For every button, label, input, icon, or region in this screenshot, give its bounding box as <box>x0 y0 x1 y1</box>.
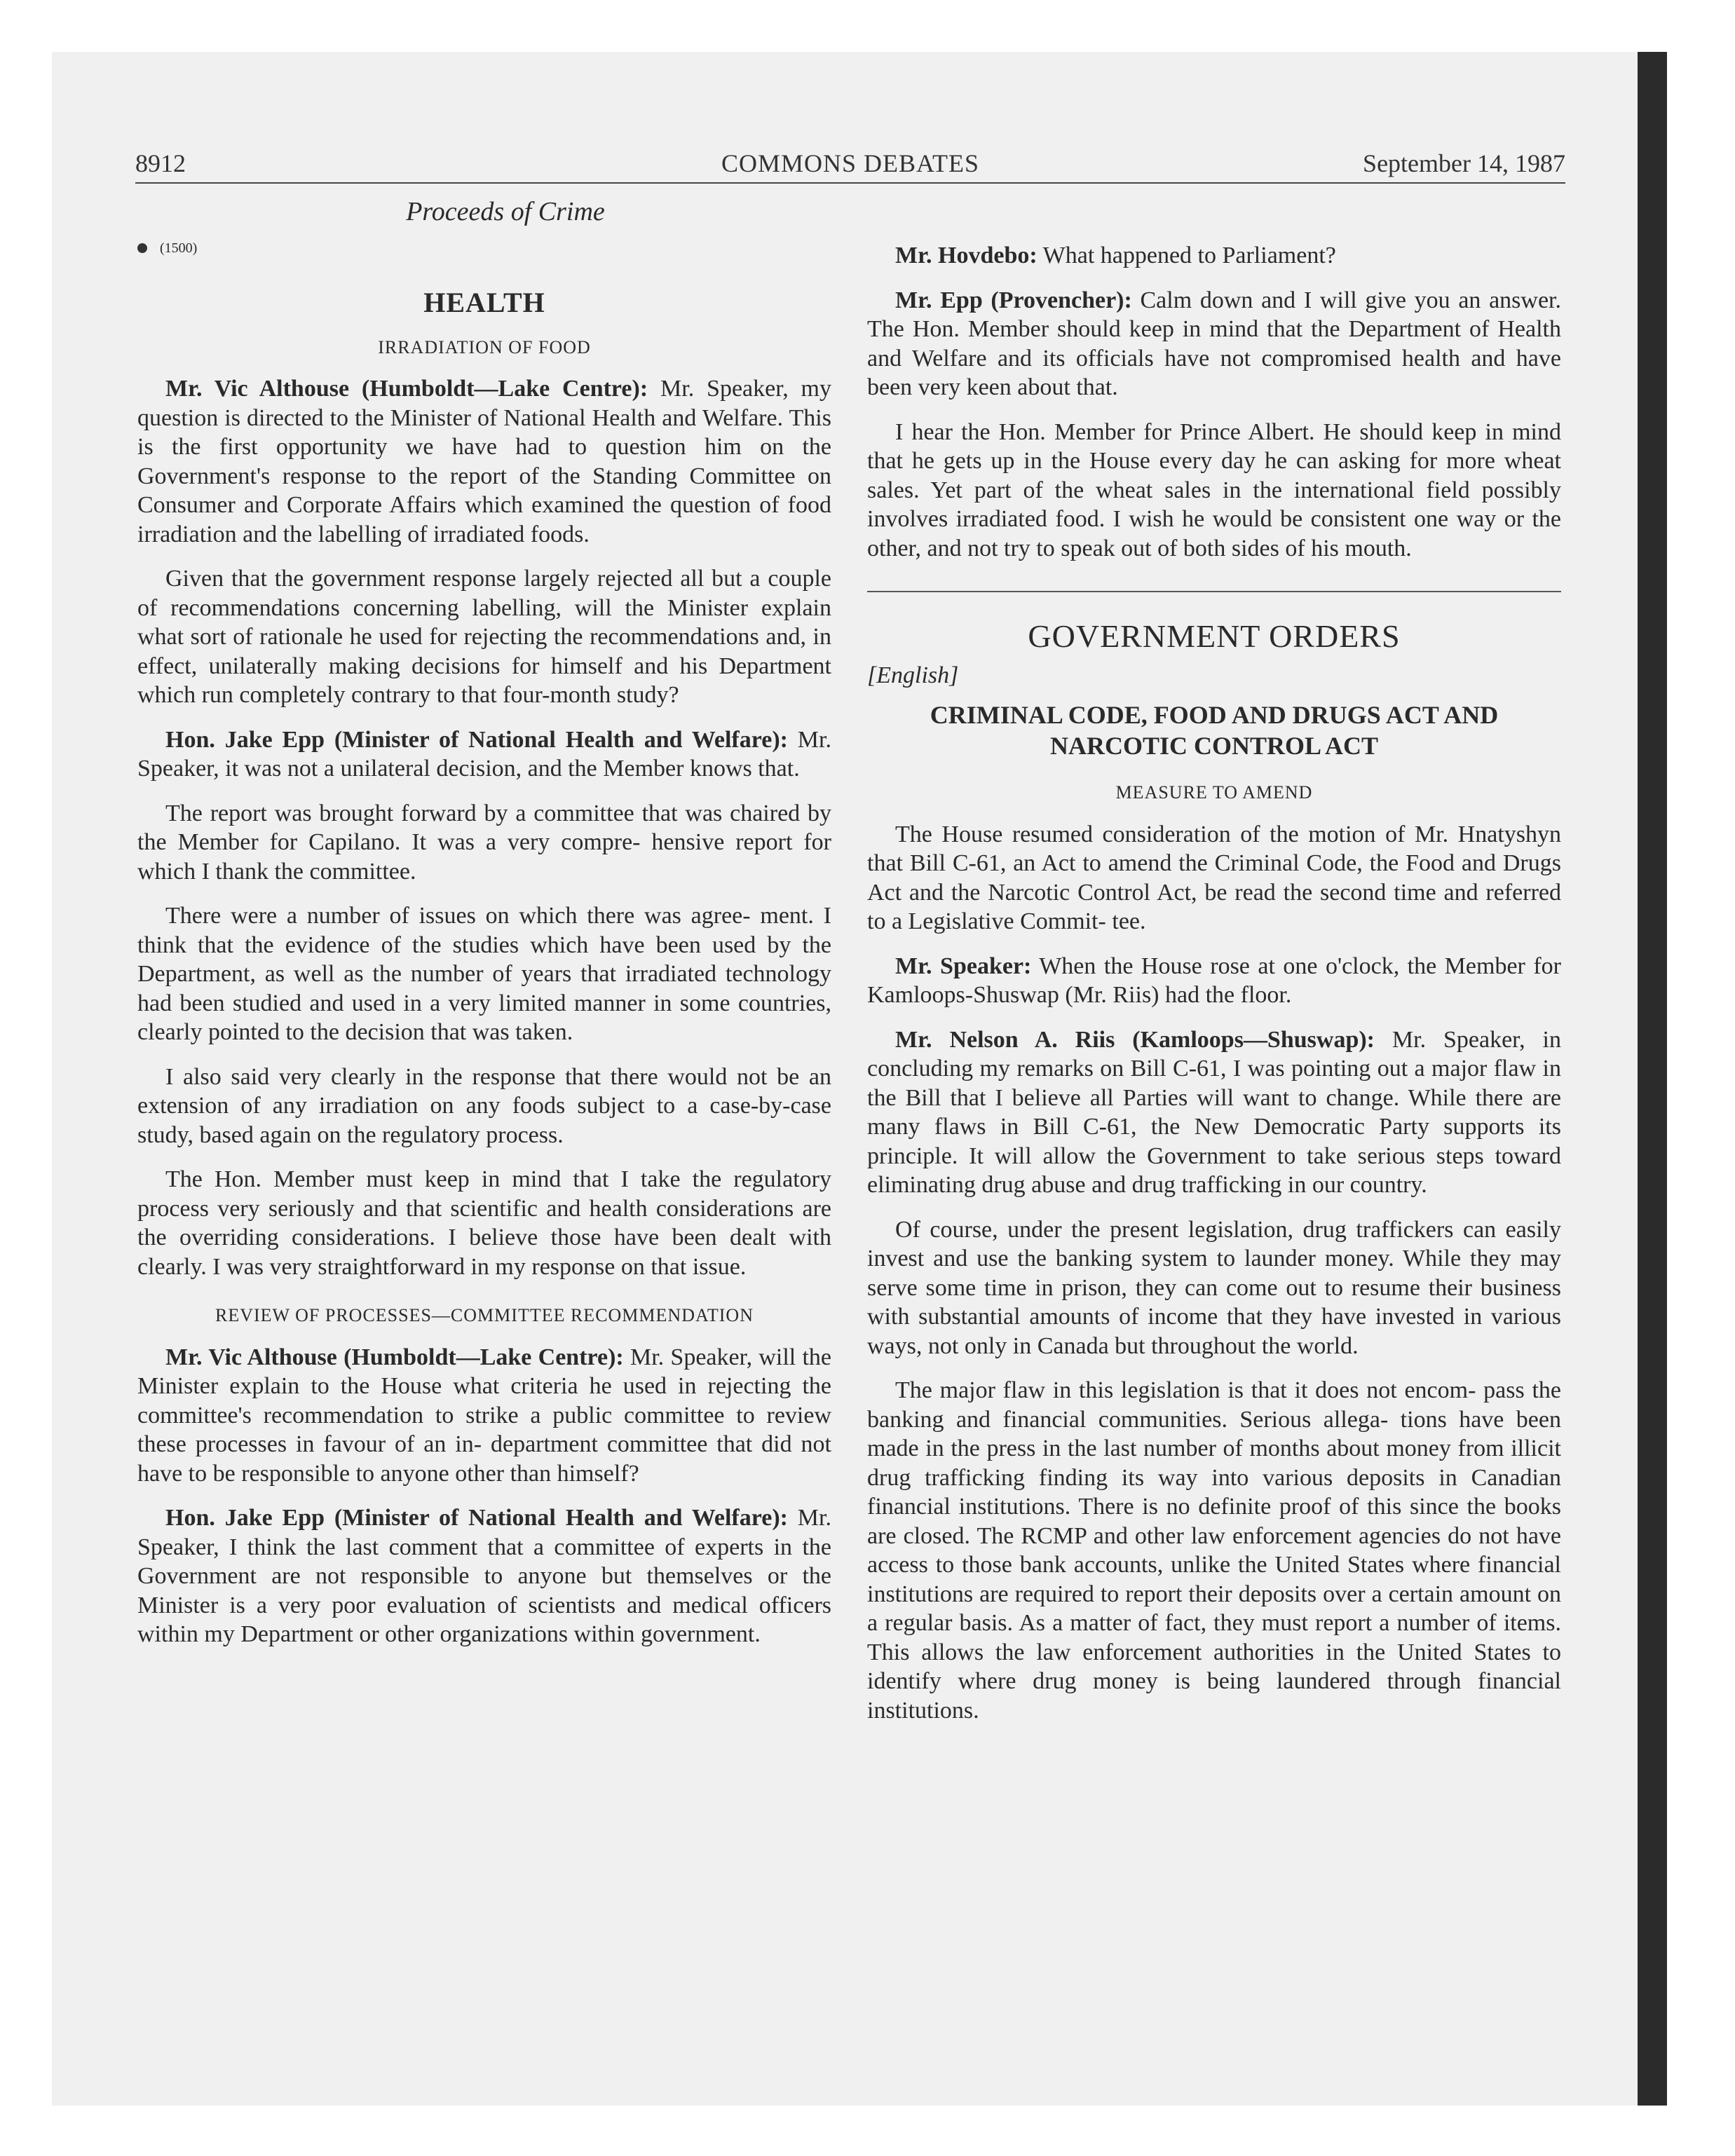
paragraph-text: Mr. Speaker, I think the last comment that a committee of experts in the Government are not responsible to anyone but themselves or the Minister is a very poor evaluation of scientists and medical officers within my Department or other organizations within government. <box>137 1505 831 1647</box>
speaker-name: Mr. Hovdebo: <box>895 243 1037 268</box>
scan-edge-bar <box>1638 52 1667 2106</box>
paragraph: The report was brought forward by a committee that was chaired by the Member for Capilano. It was a very compre- hensive report for which I thank the committee. <box>137 800 831 885</box>
speaker-name: Hon. Jake Epp (Minister of National Health and Welfare): <box>165 726 788 753</box>
paragraph: The major flaw in this legislation is that it does not encom- pass the banking and financial communities. Serious allega- tions have been made in the press in the last number of months about money from illicit drug trafficking finding its way into various deposits in Canadian financial institutions. There is no definite proof of this since the books are closed. The RCMP and other law enforcement agencies do not have access to those bank accounts, unlike the United States where financial institutions are required to report their deposits over a certain amount on a regular basis. As a matter of fact, they must report a number of items. This allows the law enforcement authorities in the United States to identify where drug money is being laundered through financial institutions. <box>867 1377 1561 1724</box>
paragraph-text: Mr. Speaker, it was not a unilateral decision, and the Member knows that. <box>137 726 831 782</box>
paragraph-text: Calm down and I will give you an answer. The Hon. Member should keep in mind that the Department of Health and Welfare and its officials have not compromised health and have been very keen about that. <box>867 287 1561 400</box>
paragraph <box>137 725 831 784</box>
speaker-name: Mr. Speaker: <box>895 953 1032 979</box>
speaker-name: Hon. Jake Epp (Minister of National Health and Welfare): <box>165 1505 788 1531</box>
paragraph: I hear the Hon. Member for Prince Albert. He should keep in mind that he gets up in the House every day he can asking for more wheat sales. Yet part of the wheat sales in the international field possibly involves irradiated food. I wish he would be consistent one way or the other, and not try to speak out of both sides of his mouth. <box>867 418 1561 561</box>
paragraph: The House resumed consideration of the motion of Mr. Hnatyshyn that Bill C-61, an Act to amend the Criminal Code, the Food and Drugs Act and the Narcotic Control Act, be read the second time and referred to a Legislative Commit- tee. <box>867 821 1561 934</box>
page-number: 8912 <box>135 149 186 177</box>
paragraph-text: What happened to Parliament? <box>1037 243 1336 268</box>
language-tag: [English] <box>867 662 959 688</box>
paragraph-text: Mr. Speaker, in concluding my remarks on Bill C-61, I was pointing out a major flaw in the Bill that I believe all Parties will want to change. While there are many flaws in Bill C-61, the New Democratic Party supports its principle. It will allow the Government to take serious steps toward eliminating drug abuse and drug trafficking in our country. <box>867 1026 1561 1198</box>
bill-title: CRIMINAL CODE, FOOD AND DRUGS ACT AND NARCOTIC CONTROL ACT <box>930 701 1499 760</box>
paragraph <box>137 1343 831 1489</box>
paragraph: Of course, under the present legislation, drug traffickers can easily invest and use the banking system to launder money. While they may serve some time in prison, they can come out to resume their business with substantial amounts of income that they have invested in various ways, not only in Canada but throughout the world. <box>867 1216 1561 1359</box>
speaker-name: Mr. Nelson A. Riis (Kamloops—Shuswap): <box>895 1026 1375 1053</box>
running-head: Proceeds of Crime <box>406 197 605 226</box>
section-divider <box>867 591 1561 592</box>
paragraph: The Hon. Member must keep in mind that I take the regulatory process very seriously and that scientific and health considerations are the overriding considerations. I believe those have been dealt with clearly. I was very straightforward in my response on that issue. <box>137 1166 831 1280</box>
paragraph <box>867 286 1561 402</box>
section-heading-health: HEALTH <box>423 287 545 318</box>
paragraph-text: Mr. Speaker, my question is directed to the Minister of National Health and Welfare. This is the first opportunity we have had to question him on the Government's response to the report of the Standing Committee on Consumer and Corporate Affairs which examined the question of food irradiation and the labelling of irradiated foods. <box>137 376 831 547</box>
bill-subtitle: MEASURE TO AMEND <box>1115 782 1313 803</box>
paragraph <box>867 1025 1561 1200</box>
section-heading-government-orders: GOVERNMENT ORDERS <box>1028 618 1401 654</box>
page-header <box>135 149 1565 184</box>
paragraph <box>137 374 831 549</box>
paragraph: Given that the government response largely rejected all but a couple of recommendations concerning labelling, will the Minister explain what sort of rationale he used for rejecting the recommendations and, in effect, unilaterally making decisions for himself and his Department which run completely contrary to that four-month study? <box>137 566 831 708</box>
bullet-icon <box>137 243 147 253</box>
paragraph: I also said very clearly in the response that there would not be an extension of any irradiation on any foods subject to a case-by-case study, based again on the regulatory process. <box>137 1063 831 1148</box>
subheading-irradiation: IRRADIATION OF FOOD <box>378 336 591 357</box>
paragraph: There were a number of issues on which there was agree- ment. I think that the evidence of the studies which have been used by the Department, as well as the number of years that irradiated technology had been studied and used in a very limited manner in some countries, clearly pointed to the decision that was taken. <box>137 903 831 1045</box>
paragraph-text: Mr. Speaker, will the Minister explain to the House what criteria he used in rejecting the committee's recommendation to strike a public committee to review these processes in favour of an in- department committee that did not have to be responsible to anyone other than himself? <box>137 1344 831 1487</box>
timestamp <box>137 234 831 264</box>
speaker-name: Mr. Vic Althouse (Humboldt—Lake Centre): <box>165 376 648 402</box>
timestamp-text: (1500) <box>160 240 198 256</box>
subheading-review: REVIEW OF PROCESSES—COMMITTEE RECOMMENDATION <box>215 1305 754 1325</box>
left-column <box>137 198 831 1665</box>
right-column <box>867 241 1561 1740</box>
paragraph <box>137 1503 831 1649</box>
publication-title: COMMONS DEBATES <box>721 149 980 177</box>
header-rule <box>135 182 1565 184</box>
paragraph <box>867 241 1561 271</box>
page-date: September 14, 1987 <box>1363 149 1565 177</box>
speaker-name: Mr. Epp (Provencher): <box>895 287 1132 313</box>
speaker-name: Mr. Vic Althouse (Humboldt—Lake Centre): <box>165 1344 624 1370</box>
paragraph <box>867 952 1561 1010</box>
paragraph-text: When the House rose at one o'clock, the Member for Kamloops-Shuswap (Mr. Riis) had the floor. <box>867 953 1561 1008</box>
